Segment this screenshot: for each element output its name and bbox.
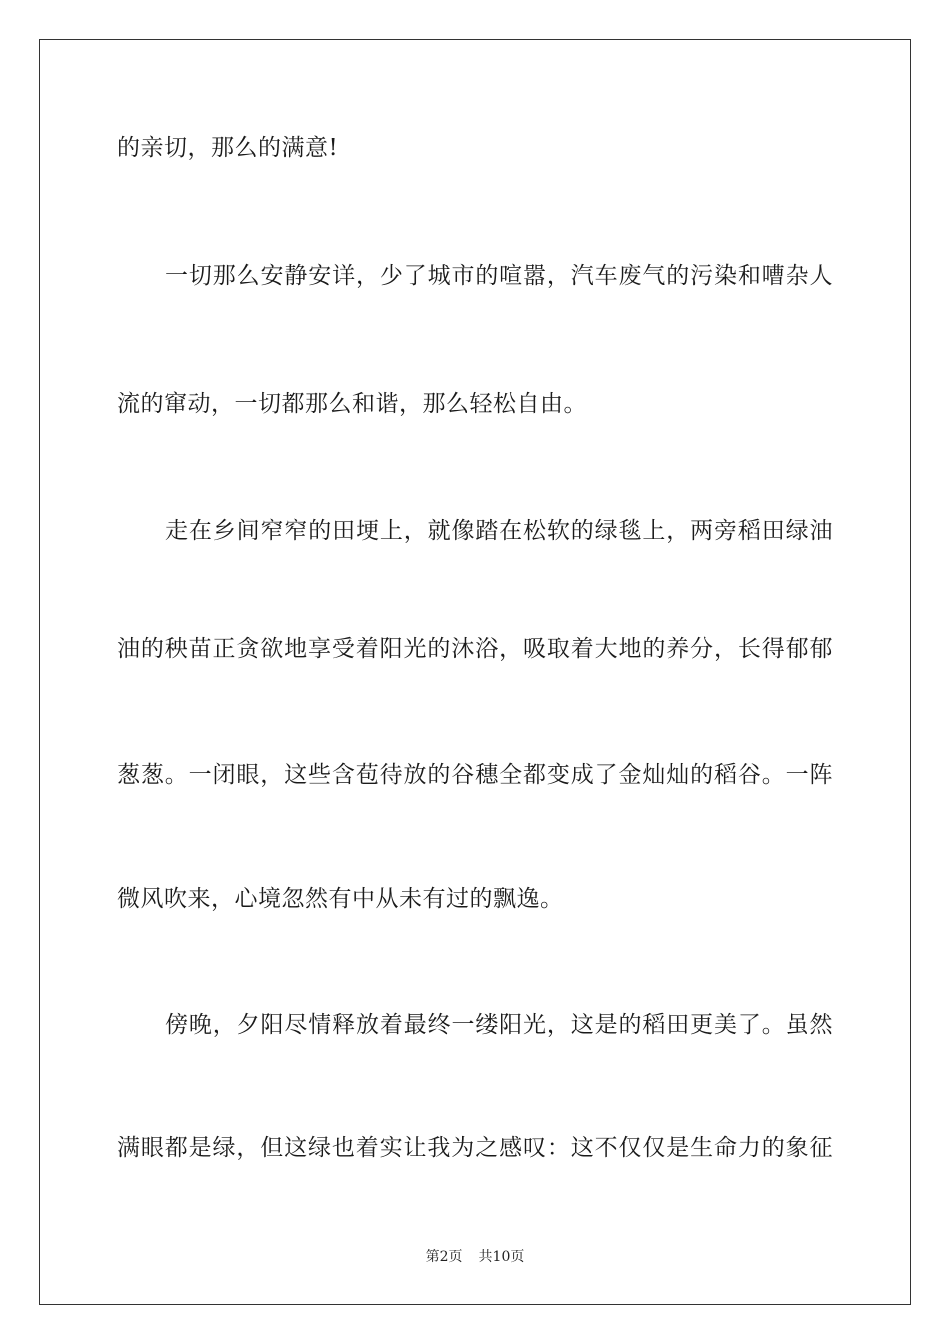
page-border — [39, 39, 911, 1305]
text-line-6: 葱葱。一闭眼，这些含苞待放的谷穗全都变成了金灿灿的稻谷。一阵 — [117, 762, 833, 788]
text-line-2: 一切那么安静安详，少了城市的喧嚣，汽车废气的污染和嘈杂人 — [165, 263, 833, 289]
page-footer — [0, 1248, 950, 1266]
text-line-4: 走在乡间窄窄的田埂上，就像踏在松软的绿毯上，两旁稻田绿油 — [165, 518, 833, 544]
text-line-3: 流的窜动，一切都那么和谐，那么轻松自由。 — [117, 391, 587, 417]
text-line-7: 微风吹来，心境忽然有中从未有过的飘逸。 — [117, 886, 564, 912]
text-line-5: 油的秧苗正贪欲地享受着阳光的沐浴，吸取着大地的养分，长得郁郁 — [117, 636, 833, 662]
page-number: 第2页 — [425, 1249, 463, 1265]
text-line-8: 傍晚，夕阳尽情释放着最终一缕阳光，这是的稻田更美了。虽然 — [165, 1012, 833, 1038]
page-total: 共10页 — [478, 1249, 525, 1265]
text-line-1: 的亲切，那么的满意! — [117, 135, 339, 161]
text-line-9: 满眼都是绿，但这绿也着实让我为之感叹：这不仅仅是生命力的象征 — [117, 1135, 833, 1161]
